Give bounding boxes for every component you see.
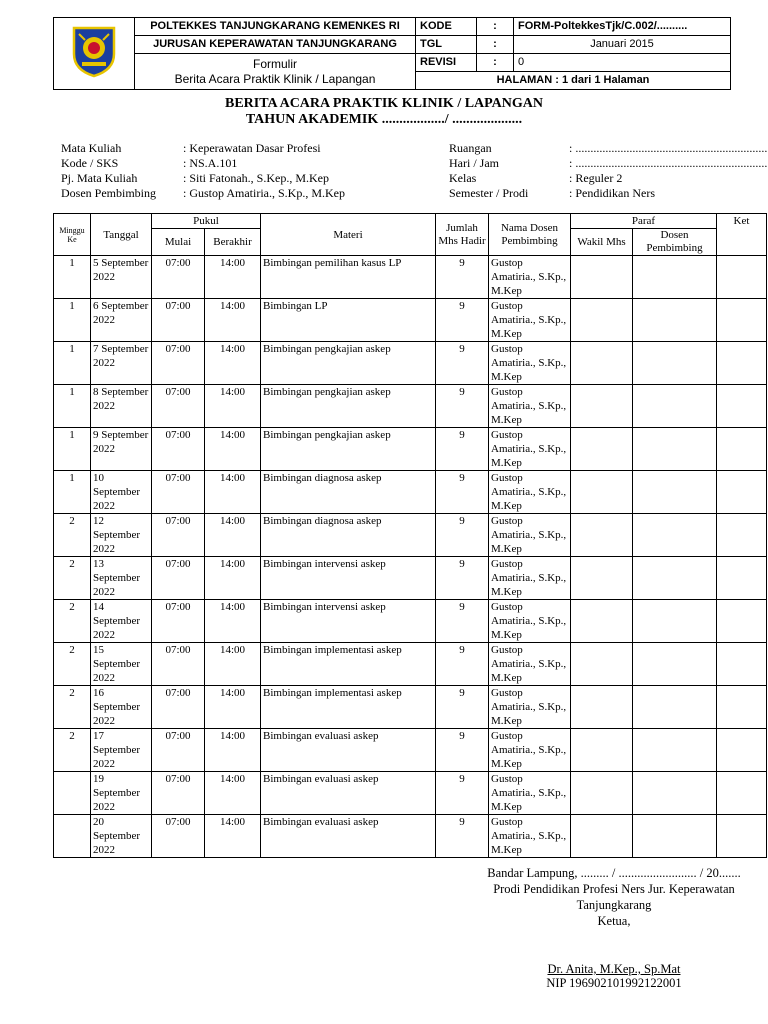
cell-mulai: 07:00 — [152, 772, 205, 815]
info-value: : Reguler 2 — [569, 171, 623, 185]
cell-materi: Bimbingan pengkajian askep — [261, 428, 436, 471]
tgl-label: TGL — [416, 36, 477, 54]
cell-mulai: 07:00 — [152, 299, 205, 342]
revisi-value: 0 — [514, 54, 731, 72]
cell-minggu: 1 — [54, 342, 91, 385]
table-row — [54, 600, 767, 643]
cell-tanggal: 16 September 2022 — [91, 686, 152, 729]
cell-berakhir: 14:00 — [205, 256, 261, 299]
form-title-cell — [135, 54, 416, 90]
info-value: : Siti Fatonah., S.Kep., M.Kep — [183, 171, 329, 185]
info-row — [449, 186, 767, 201]
cell-ket[interactable] — [717, 385, 767, 428]
cell-paraf-dosen[interactable] — [633, 729, 717, 772]
cell-paraf-dosen[interactable] — [633, 342, 717, 385]
kode-colon: : — [477, 18, 514, 36]
cell-jumlah: 9 — [436, 815, 489, 858]
cell-jumlah: 9 — [436, 428, 489, 471]
cell-paraf-wakil[interactable] — [571, 686, 633, 729]
cell-tanggal: 13 September 2022 — [91, 557, 152, 600]
cell-jumlah: 9 — [436, 643, 489, 686]
info-row — [449, 141, 767, 156]
cell-minggu: 2 — [54, 643, 91, 686]
cell-mulai: 07:00 — [152, 643, 205, 686]
cell-berakhir: 14:00 — [205, 385, 261, 428]
cell-mulai: 07:00 — [152, 729, 205, 772]
cell-minggu: 2 — [54, 514, 91, 557]
cell-materi: Bimbingan diagnosa askep — [261, 471, 436, 514]
header-minggu: Minggu Ke — [54, 214, 91, 256]
cell-paraf-wakil[interactable] — [571, 299, 633, 342]
info-row — [61, 186, 345, 201]
cell-jumlah: 9 — [436, 600, 489, 643]
cell-ket[interactable] — [717, 256, 767, 299]
info-label: Pj. Mata Kuliah — [61, 171, 138, 185]
logo-cell — [54, 18, 135, 90]
cell-berakhir: 14:00 — [205, 299, 261, 342]
cell-dosen: Gustop Amatiria., S.Kp., M.Kep — [489, 729, 571, 772]
cell-dosen: Gustop Amatiria., S.Kp., M.Kep — [489, 686, 571, 729]
cell-ket[interactable] — [717, 643, 767, 686]
cell-ket[interactable] — [717, 729, 767, 772]
department-name: JURUSAN KEPERAWATAN TANJUNGKARANG — [135, 36, 416, 54]
table-row — [54, 299, 767, 342]
cell-jumlah: 9 — [436, 686, 489, 729]
cell-minggu: 1 — [54, 299, 91, 342]
cell-mulai: 07:00 — [152, 514, 205, 557]
cell-tanggal: 5 September 2022 — [91, 256, 152, 299]
form-header — [53, 17, 731, 90]
institution-name: POLTEKKES TANJUNGKARANG KEMENKES RI — [135, 18, 416, 36]
cell-tanggal: 10 September 2022 — [91, 471, 152, 514]
cell-paraf-dosen[interactable] — [633, 815, 717, 858]
table-row — [54, 815, 767, 858]
cell-dosen: Gustop Amatiria., S.Kp., M.Kep — [489, 514, 571, 557]
institution-logo — [71, 24, 117, 78]
kode-label: KODE — [416, 18, 477, 36]
cell-mulai: 07:00 — [152, 815, 205, 858]
cell-tanggal: 17 September 2022 — [91, 729, 152, 772]
cell-paraf-wakil[interactable] — [571, 557, 633, 600]
info-row — [61, 156, 345, 171]
cell-materi: Bimbingan evaluasi askep — [261, 815, 436, 858]
cell-jumlah: 9 — [436, 256, 489, 299]
cell-ket[interactable] — [717, 471, 767, 514]
cell-materi: Bimbingan pemilihan kasus LP — [261, 256, 436, 299]
cell-paraf-wakil[interactable] — [571, 514, 633, 557]
cell-ket[interactable] — [717, 557, 767, 600]
info-row — [61, 141, 345, 156]
signature-role-cont: Tanjungkarang — [576, 898, 652, 912]
cell-paraf-dosen[interactable] — [633, 385, 717, 428]
cell-ket[interactable] — [717, 299, 767, 342]
cell-ket[interactable] — [717, 772, 767, 815]
info-value: : ................................................................ — [569, 141, 768, 155]
cell-minggu: 2 — [54, 600, 91, 643]
cell-berakhir: 14:00 — [205, 342, 261, 385]
cell-mulai: 07:00 — [152, 428, 205, 471]
cell-tanggal: 19 September 2022 — [91, 772, 152, 815]
signatory-nip: NIP 196902101992122001 — [546, 976, 682, 990]
cell-materi: Bimbingan implementasi askep — [261, 686, 436, 729]
cell-tanggal: 14 September 2022 — [91, 600, 152, 643]
signature-role: Prodi Pendidikan Profesi Ners Jur. Keperawatan — [493, 882, 735, 896]
cell-paraf-wakil[interactable] — [571, 815, 633, 858]
cell-materi: Bimbingan evaluasi askep — [261, 772, 436, 815]
cell-ket[interactable] — [717, 342, 767, 385]
header-materi: Materi — [261, 214, 436, 256]
cell-minggu: 2 — [54, 729, 91, 772]
header-jumlah: Jumlah Mhs Hadir — [436, 214, 489, 256]
table-row — [54, 342, 767, 385]
cell-dosen: Gustop Amatiria., S.Kp., M.Kep — [489, 385, 571, 428]
cell-dosen: Gustop Amatiria., S.Kp., M.Kep — [489, 772, 571, 815]
cell-berakhir: 14:00 — [205, 514, 261, 557]
table-row — [54, 428, 767, 471]
cell-minggu: 1 — [54, 256, 91, 299]
cell-berakhir: 14:00 — [205, 729, 261, 772]
cell-paraf-wakil[interactable] — [571, 342, 633, 385]
cell-dosen: Gustop Amatiria., S.Kp., M.Kep — [489, 557, 571, 600]
cell-paraf-wakil[interactable] — [571, 471, 633, 514]
cell-paraf-wakil[interactable] — [571, 772, 633, 815]
cell-jumlah: 9 — [436, 385, 489, 428]
info-label: Semester / Prodi — [449, 186, 529, 200]
info-value: : Keperawatan Dasar Profesi — [183, 141, 321, 155]
info-label: Hari / Jam — [449, 156, 499, 170]
cell-mulai: 07:00 — [152, 600, 205, 643]
signatory-name: Dr. Anita, M.Kep., Sp.Mat — [547, 962, 681, 976]
cell-dosen: Gustop Amatiria., S.Kp., M.Kep — [489, 256, 571, 299]
cell-dosen: Gustop Amatiria., S.Kp., M.Kep — [489, 815, 571, 858]
cell-minggu — [54, 772, 91, 815]
cell-materi: Bimbingan pengkajian askep — [261, 385, 436, 428]
cell-berakhir: 14:00 — [205, 600, 261, 643]
form-title: Berita Acara Praktik Klinik / Lapangan — [174, 71, 376, 86]
table-row — [54, 729, 767, 772]
cell-dosen: Gustop Amatiria., S.Kp., M.Kep — [489, 643, 571, 686]
cell-materi: Bimbingan implementasi askep — [261, 643, 436, 686]
cell-berakhir: 14:00 — [205, 772, 261, 815]
cell-berakhir: 14:00 — [205, 557, 261, 600]
cell-ket[interactable] — [717, 815, 767, 858]
cell-mulai: 07:00 — [152, 686, 205, 729]
cell-paraf-dosen[interactable] — [633, 428, 717, 471]
table-row — [54, 686, 767, 729]
cell-berakhir: 14:00 — [205, 428, 261, 471]
cell-ket[interactable] — [717, 686, 767, 729]
cell-dosen: Gustop Amatiria., S.Kp., M.Kep — [489, 299, 571, 342]
revisi-label: REVISI — [416, 54, 477, 72]
header-dosen: Dosen Pembimbing — [633, 229, 717, 256]
info-row — [449, 156, 767, 171]
cell-paraf-wakil[interactable] — [571, 385, 633, 428]
table-row — [54, 514, 767, 557]
cell-paraf-dosen[interactable] — [633, 514, 717, 557]
cell-minggu — [54, 815, 91, 858]
form-label: Formulir — [253, 56, 297, 71]
revisi-colon: : — [477, 54, 514, 72]
header-pukul: Pukul — [152, 214, 261, 229]
cell-tanggal: 6 September 2022 — [91, 299, 152, 342]
header-berakhir: Berakhir — [205, 229, 261, 256]
info-row — [61, 171, 345, 186]
cell-jumlah: 9 — [436, 299, 489, 342]
info-left — [61, 141, 345, 201]
cell-tanggal: 9 September 2022 — [91, 428, 152, 471]
cell-jumlah: 9 — [436, 471, 489, 514]
info-row — [449, 171, 767, 186]
table-row — [54, 256, 767, 299]
cell-materi: Bimbingan evaluasi askep — [261, 729, 436, 772]
cell-paraf-wakil[interactable] — [571, 729, 633, 772]
header-wakil: Wakil Mhs — [571, 229, 633, 256]
cell-dosen: Gustop Amatiria., S.Kp., M.Kep — [489, 600, 571, 643]
cell-minggu: 1 — [54, 385, 91, 428]
header-tanggal: Tanggal — [91, 214, 152, 256]
cell-jumlah: 9 — [436, 514, 489, 557]
cell-tanggal: 8 September 2022 — [91, 385, 152, 428]
table-row — [54, 772, 767, 815]
cell-ket[interactable] — [717, 600, 767, 643]
cell-minggu: 1 — [54, 471, 91, 514]
cell-jumlah: 9 — [436, 729, 489, 772]
header-nama-dosen: Nama Dosen Pembimbing — [489, 214, 571, 256]
info-label: Mata Kuliah — [61, 141, 122, 155]
cell-dosen: Gustop Amatiria., S.Kp., M.Kep — [489, 342, 571, 385]
cell-minggu: 1 — [54, 428, 91, 471]
cell-berakhir: 14:00 — [205, 643, 261, 686]
academic-year: TAHUN AKADEMIK ................../ .................... — [245, 112, 523, 127]
cell-tanggal: 7 September 2022 — [91, 342, 152, 385]
cell-ket[interactable] — [717, 514, 767, 557]
tgl-value: Januari 2015 — [514, 36, 731, 54]
cell-minggu: 2 — [54, 686, 91, 729]
info-label: Kode / SKS — [61, 156, 119, 170]
cell-materi: Bimbingan intervensi askep — [261, 557, 436, 600]
info-right — [449, 141, 767, 201]
cell-berakhir: 14:00 — [205, 686, 261, 729]
cell-materi: Bimbingan intervensi askep — [261, 600, 436, 643]
table-body — [54, 256, 767, 858]
info-value: : Pendidikan Ners — [569, 186, 655, 200]
cell-paraf-wakil[interactable] — [571, 428, 633, 471]
cell-mulai: 07:00 — [152, 471, 205, 514]
cell-paraf-wakil[interactable] — [571, 643, 633, 686]
cell-dosen: Gustop Amatiria., S.Kp., M.Kep — [489, 428, 571, 471]
cell-jumlah: 9 — [436, 342, 489, 385]
cell-mulai: 07:00 — [152, 342, 205, 385]
cell-minggu: 2 — [54, 557, 91, 600]
tgl-colon: : — [477, 36, 514, 54]
attendance-table — [53, 213, 767, 858]
info-value: : ................................................................ — [569, 156, 768, 170]
cell-paraf-dosen[interactable] — [633, 256, 717, 299]
cell-paraf-dosen[interactable] — [633, 600, 717, 643]
header-mulai: Mulai — [152, 229, 205, 256]
cell-tanggal: 12 September 2022 — [91, 514, 152, 557]
cell-tanggal: 20 September 2022 — [91, 815, 152, 858]
page-info: HALAMAN : 1 dari 1 Halaman — [416, 72, 731, 90]
cell-materi: Bimbingan pengkajian askep — [261, 342, 436, 385]
header-ket: Ket — [717, 214, 767, 256]
cell-tanggal: 15 September 2022 — [91, 643, 152, 686]
cell-jumlah: 9 — [436, 557, 489, 600]
header-paraf: Paraf — [571, 214, 717, 229]
info-label: Dosen Pembimbing — [61, 186, 156, 200]
info-label: Ruangan — [449, 141, 492, 155]
cell-dosen: Gustop Amatiria., S.Kp., M.Kep — [489, 471, 571, 514]
cell-paraf-dosen[interactable] — [633, 471, 717, 514]
table-row — [54, 385, 767, 428]
cell-materi: Bimbingan LP — [261, 299, 436, 342]
cell-paraf-dosen[interactable] — [633, 643, 717, 686]
signature-place-date: Bandar Lampung, ......... / ......................... / 20....... — [487, 866, 741, 880]
cell-mulai: 07:00 — [152, 557, 205, 600]
table-row — [54, 471, 767, 514]
cell-paraf-dosen[interactable] — [633, 557, 717, 600]
info-label: Kelas — [449, 171, 477, 185]
table-row — [54, 557, 767, 600]
cell-materi: Bimbingan diagnosa askep — [261, 514, 436, 557]
cell-paraf-dosen[interactable] — [633, 299, 717, 342]
signature-title: Ketua, — [597, 914, 631, 928]
info-value: : NS.A.101 — [183, 156, 238, 170]
kode-value: FORM-PoltekkesTjk/C.002/.......... — [514, 18, 731, 36]
table-row — [54, 643, 767, 686]
cell-paraf-wakil[interactable] — [571, 256, 633, 299]
cell-berakhir: 14:00 — [205, 815, 261, 858]
cell-ket[interactable] — [717, 428, 767, 471]
cell-jumlah: 9 — [436, 772, 489, 815]
cell-berakhir: 14:00 — [205, 471, 261, 514]
cell-paraf-dosen[interactable] — [633, 686, 717, 729]
cell-mulai: 07:00 — [152, 385, 205, 428]
document-title: BERITA ACARA PRAKTIK KLINIK / LAPANGAN — [224, 96, 544, 111]
cell-paraf-wakil[interactable] — [571, 600, 633, 643]
info-value: : Gustop Amatiria., S.Kp., M.Kep — [183, 186, 345, 200]
cell-mulai: 07:00 — [152, 256, 205, 299]
cell-paraf-dosen[interactable] — [633, 772, 717, 815]
